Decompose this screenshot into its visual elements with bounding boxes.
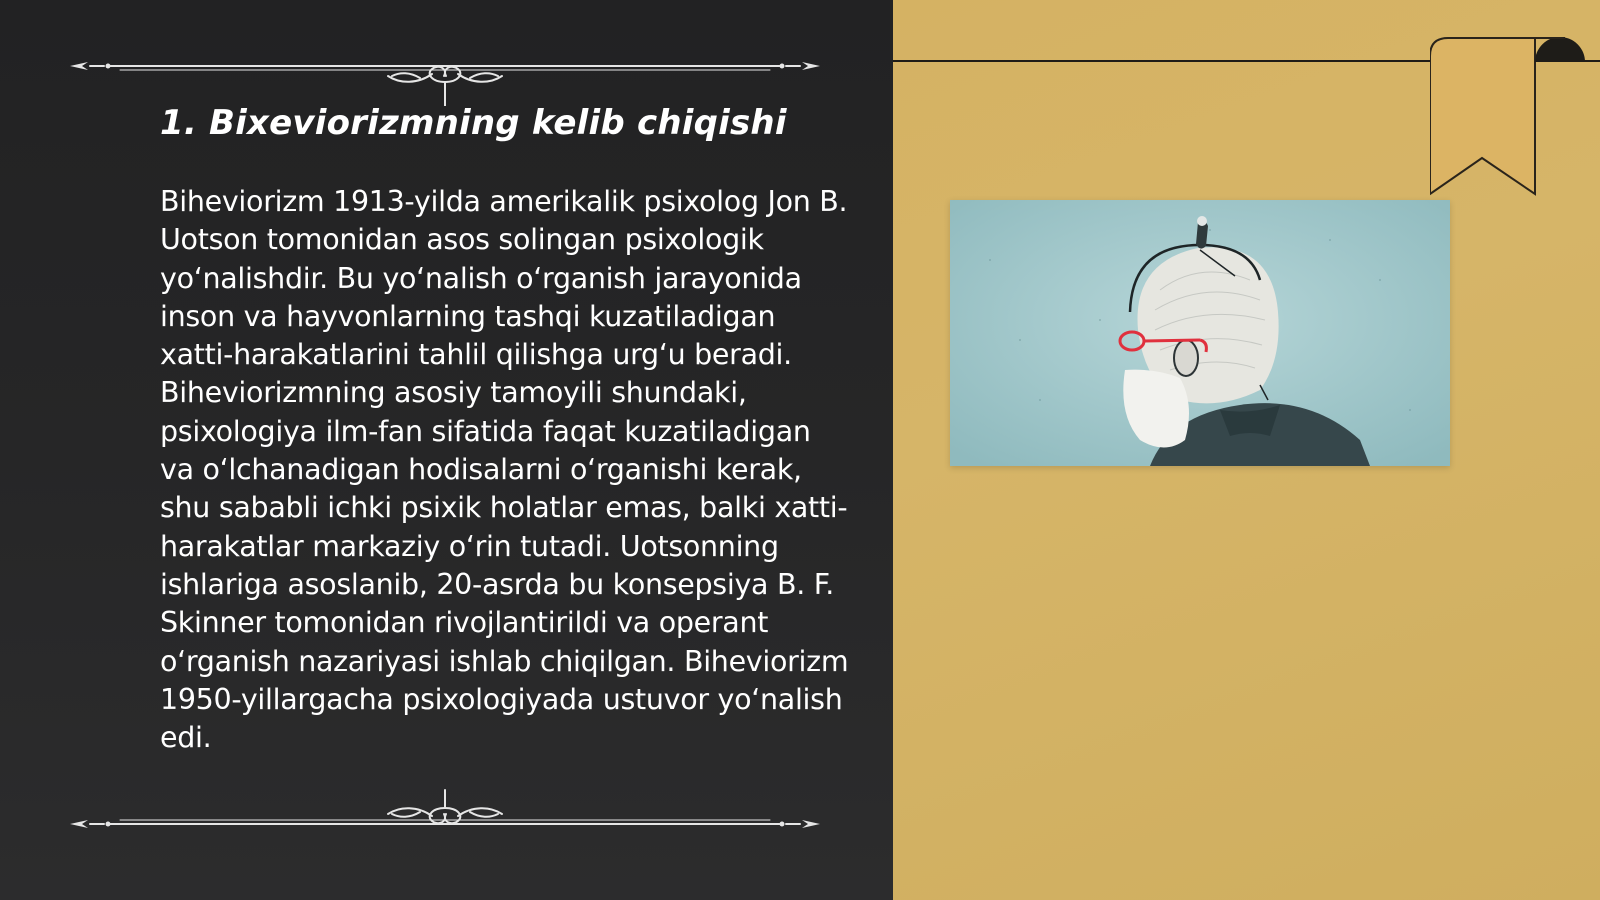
behaviorism-illustration (950, 200, 1450, 466)
bottom-ornament-divider-icon (60, 770, 830, 850)
top-ornament-divider-icon (60, 26, 830, 106)
bookmark-ribbon-icon (1430, 36, 1600, 198)
bearded-man-with-bird-illustration (950, 200, 1450, 466)
slide-body-text: Biheviorizm 1913-yilda amerikalik psixolog Jon B. Uotson tomonidan asos solingan psixologik yo‘nalishdir. Bu yo‘nalish o‘rganish jarayonida inson va hayvonlarning tashqi kuzatiladigan xatti-harakatlarini tahlil qilishga urg‘u beradi. Biheviorizmning asosiy tamoyili shundaki, psixologiya ilm-fan sifatida faqat kuzatiladigan va o‘lchanadigan hodisalarni o‘rganishi kerak, shu sababli ichki psixik holatlar emas, balki xatti-harakatlar markaziy o‘rin tutadi. Uotsonning ishlariga asoslanib, 20-asrda bu konsepsiya B. F. Skinner tomonidan rivojlantirildi va operant o‘rganish nazariyasi ishlab chiqilgan. Biheviorizm 1950-yillargacha psixologiyada ustuvor yo‘nalish edi. (160, 185, 849, 755)
slide-title: 1. Bixeviorizmning kelib chiqishi (160, 103, 787, 143)
